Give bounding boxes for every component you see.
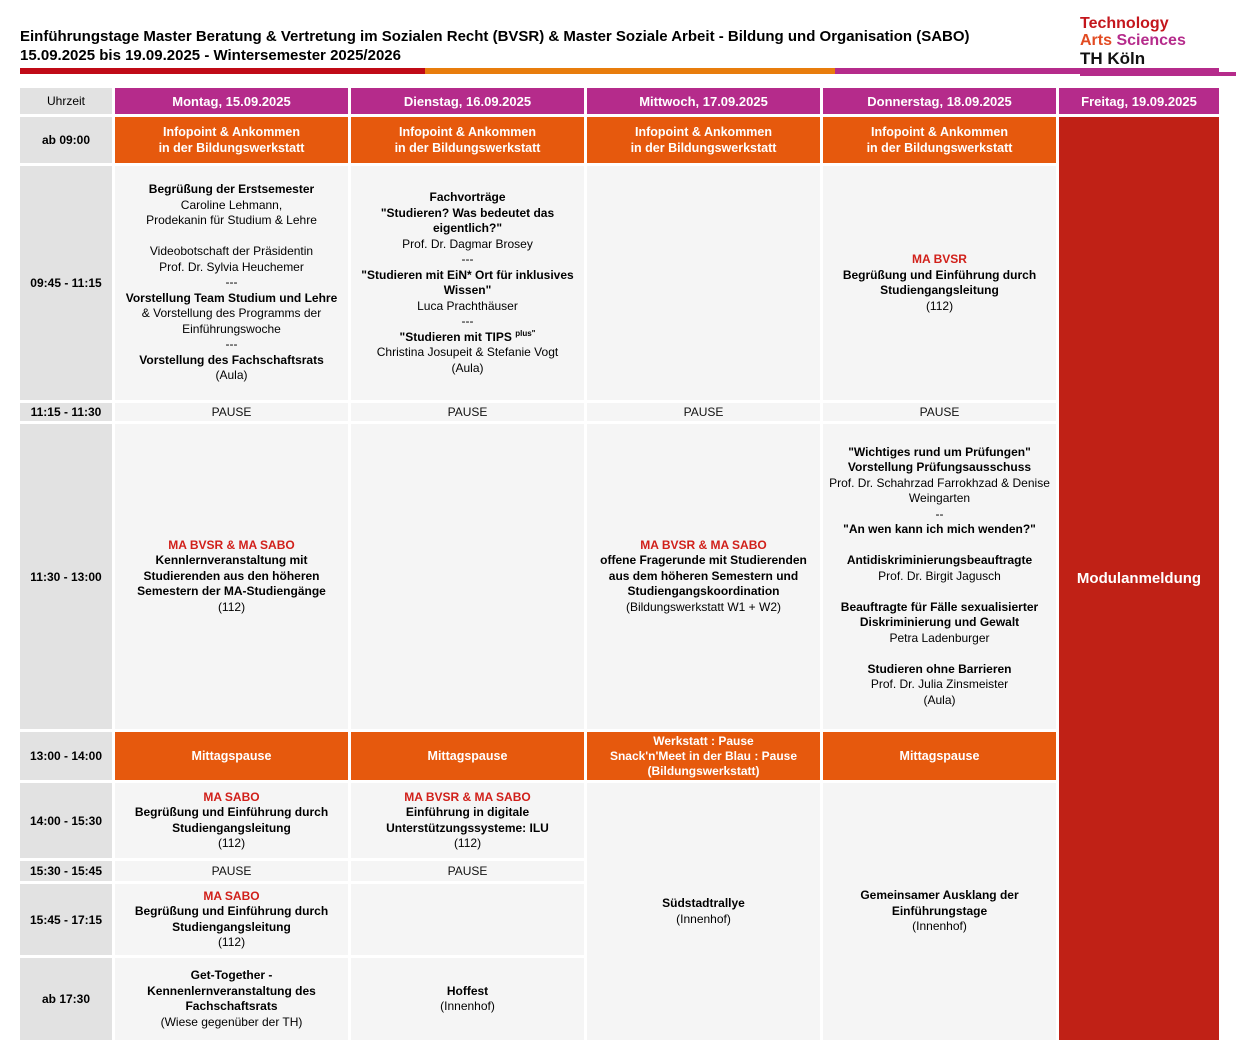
cell-text-line: Südstadtrallye (662, 896, 745, 910)
cell-text-line: Prof. Dr. Sylvia Heuchemer (159, 259, 304, 274)
cell-text-line: "Studieren? Was bedeutet das eigentlich?" (380, 205, 555, 235)
day-header-4: Freitag, 19.09.2025 (1059, 88, 1219, 114)
thu-0945-ma-bvsr (823, 166, 1056, 400)
wed-1130-fragerunde (587, 424, 820, 729)
separator-segment-orange (425, 68, 835, 74)
cell-text-line: --- (225, 337, 238, 352)
cell-text-line: (112) (217, 599, 246, 614)
day-header-0: Montag, 15.09.2025 (115, 88, 348, 114)
tue-1545-empty (351, 884, 584, 955)
cell-text-line: Mittagspause (427, 749, 508, 763)
cell-text-line: MA BVSR & MA SABO (640, 537, 767, 552)
cell-text-line: Prodekanin für Studium & Lehre (146, 213, 317, 228)
wed-0945-empty (587, 166, 820, 400)
cell-text-line: MA BVSR (912, 252, 967, 266)
mon-1300-mittagspause (115, 732, 348, 780)
cell-text-line: (112) (217, 935, 246, 949)
cell-text-line: Caroline Lehmann, (180, 197, 283, 212)
cell-text-line: MA SABO (203, 888, 260, 903)
cell-text-line: "Studieren mit EiN* Ort für inklusives Wissen" (361, 267, 574, 297)
cell-text-line: (Innenhof) (440, 999, 495, 1013)
cell-text-line: Vorstellung Team Studium und Lehre (125, 290, 338, 305)
cell-text-line: Vorstellung Prüfungsausschuss (847, 460, 1032, 475)
cell-text-line: Snack'n'Meet in der Blau : Pause (609, 748, 798, 763)
cell-text-line: Kennlernveranstaltung mit Studierenden aus den höheren Semestern der MA-Studiengänge (137, 553, 326, 599)
cell-text-line: (112) (925, 298, 954, 313)
cell-text-line: Begrüßung und Einführung durch Studiengangsleitung (842, 267, 1037, 297)
cell-text-line: Begrüßung und Einführung durch Studiengangsleitung (134, 904, 329, 934)
mon-1115-pause: PAUSE (115, 403, 348, 421)
cell-text-line: Christina Josupeit & Stefanie Vogt (376, 345, 559, 359)
cell-text-line: --- (461, 314, 474, 328)
mon-0900-infopoint (115, 117, 348, 163)
cell-text-line: Prof. Dr. Dagmar Brosey (402, 236, 533, 251)
tue-0945-fachvortraege (351, 166, 584, 400)
cell-text-line: in der Bildungswerkstatt (394, 141, 541, 155)
cell-text-line: Mittagspause (191, 749, 272, 763)
cell-text-line: Beauftragte für Fälle sexualisierter Diskriminierung und Gewalt (840, 599, 1039, 630)
mon-1130-kennlern (115, 424, 348, 729)
tue-1300-mittagspause (351, 732, 584, 780)
cell-text-line: --- (225, 275, 238, 290)
cell-text-line: Modulanmeldung (1076, 570, 1202, 587)
superscript-text: plus" (515, 328, 536, 338)
separator-segment-magenta (835, 68, 1219, 74)
cell-text-line: "Wichtiges rund um Prüfungen" (848, 444, 1031, 459)
cell-text-line: in der Bildungswerkstatt (630, 141, 777, 155)
cell-text-line: Begrüßung und Einführung durch Studiengangsleitung (134, 805, 329, 835)
cell-text-line: (Aula) (215, 368, 248, 383)
thu-1115-pause: PAUSE (823, 403, 1056, 421)
cell-text-line: Infopoint & Ankommen (162, 125, 301, 139)
thu-1130-pruefungen (823, 424, 1056, 729)
cell-text-line: --- (461, 252, 474, 266)
logo-arts-sciences: Arts Sciences (1080, 32, 1186, 49)
cell-text-line: Infopoint & Ankommen (634, 125, 773, 139)
mon-1730-get-together (115, 958, 348, 1040)
cell-text-line: Gemeinsamer Ausklang der Einführungstage (860, 888, 1019, 918)
th-koeln-logo (1080, 15, 1236, 76)
time-row-5: 14:00 - 15:30 (20, 783, 112, 858)
cell-text-line: in der Bildungswerkstatt (158, 141, 305, 155)
tue-1730-hoffest (351, 958, 584, 1040)
cell-text-line: Begrüßung der Erstsemester (148, 182, 315, 197)
cell-text-line: Infopoint & Ankommen (870, 125, 1009, 139)
cell-text-line: MA SABO (203, 789, 260, 804)
tue-1115-pause: PAUSE (351, 403, 584, 421)
thu-1300-mittagspause (823, 732, 1056, 780)
mon-1545-ma-sabo (115, 884, 348, 955)
cell-text-line: Mittagspause (899, 749, 980, 763)
cell-text-line: (112) (217, 836, 246, 850)
cell-text-line: Videobotschaft der Präsidentin (149, 244, 314, 259)
cell-text-line: Prof. Dr. Schahrzad Farrokhzad & Denise Weingarten (829, 475, 1050, 506)
cell-text-line: -- (935, 506, 944, 521)
time-row-4: 13:00 - 14:00 (20, 732, 112, 780)
day-header-1: Dienstag, 16.09.2025 (351, 88, 584, 114)
time-row-6: 15:30 - 15:45 (20, 861, 112, 881)
wed-1115-pause: PAUSE (587, 403, 820, 421)
mon-1400-ma-sabo (115, 783, 348, 858)
cell-text-line: offene Fragerunde mit Studierenden aus dem höheren Semestern und Studiengangskoordination (600, 553, 807, 599)
tue-0900-infopoint (351, 117, 584, 163)
cell-text-line: (Bildungswerkstatt W1 + W2) (625, 599, 782, 614)
tue-1530-pause: PAUSE (351, 861, 584, 881)
cell-text-line: (Wiese gegenüber der TH) (160, 1014, 303, 1029)
day-header-2: Mittwoch, 17.09.2025 (587, 88, 820, 114)
cell-text-line (400, 330, 536, 346)
cell-text-line: (Innenhof) (912, 919, 967, 934)
cell-text-line: Prof. Dr. Julia Zinsmeister (870, 677, 1009, 692)
cell-text-line: (Aula) (451, 360, 484, 375)
cell-text-line: Vorstellung des Fachschaftsrats (139, 352, 324, 367)
cell-text-line: Antidiskriminierungsbeauftragte (846, 553, 1033, 568)
cell-text-line: (Bildungswerkstatt) (647, 763, 760, 778)
cell-text-line: Werkstatt : Pause (653, 733, 754, 748)
schedule-table (20, 88, 1219, 1040)
tue-1130-empty (351, 424, 584, 729)
cell-text-line: Luca Prachthäuser (417, 298, 518, 313)
page-subtitle: 15.09.2025 bis 19.09.2025 - Wintersemester 2025/2026 (20, 47, 401, 64)
cell-text-line: Petra Ladenburger (889, 630, 990, 645)
mon-0945-begruessung (115, 166, 348, 400)
cell-text-line: Prof. Dr. Birgit Jagusch (878, 568, 1001, 583)
cell-text-line: Infopoint & Ankommen (398, 125, 537, 139)
day-header-3: Donnerstag, 18.09.2025 (823, 88, 1056, 114)
time-row-7: 15:45 - 17:15 (20, 884, 112, 955)
wed-0900-infopoint (587, 117, 820, 163)
wed-1300-werkstatt-pause (587, 732, 820, 780)
cell-text-line: & Vorstellung des Programms der Einführungswoche (141, 306, 322, 336)
cell-text-line: Fachvorträge (429, 190, 506, 204)
logo-technology: Technology (1080, 15, 1169, 32)
time-row-1: 09:45 - 11:15 (20, 166, 112, 400)
cell-text-line: MA BVSR & MA SABO (404, 789, 531, 804)
cell-text-line: "An wen kann ich mich wenden?" (843, 522, 1036, 537)
cell-text-line: MA BVSR & MA SABO (168, 537, 295, 552)
cell-text-line: (112) (453, 836, 482, 850)
cell-text-line: in der Bildungswerkstatt (866, 141, 1013, 155)
logo-th-koeln: TH Köln (1080, 49, 1146, 68)
wed-suedstadtrallye (587, 783, 820, 1040)
time-row-3: 11:30 - 13:00 (20, 424, 112, 729)
cell-text-line: (Innenhof) (676, 911, 731, 926)
header-separator-bar (20, 68, 1219, 74)
time-row-2: 11:15 - 11:30 (20, 403, 112, 421)
time-column-header: Uhrzeit (20, 88, 112, 114)
page-title-block (20, 27, 1020, 65)
tue-1400-ilu (351, 783, 584, 858)
page-title: Einführungstage Master Beratung & Vertretung im Sozialen Recht (BVSR) & Master Soziale Arbeit - Bildung und Organisation (SABO) (20, 28, 970, 45)
time-row-0: ab 09:00 (20, 117, 112, 163)
fri-modulanmeldung (1059, 117, 1219, 1040)
cell-text-line: (Aula) (923, 692, 956, 707)
cell-text-line: Studieren ohne Barrieren (867, 661, 1012, 676)
time-row-8: ab 17:30 (20, 958, 112, 1040)
cell-text-line: Get-Together - Kennenlernveranstaltung des Fachschaftsrats (147, 968, 316, 1013)
thu-0900-infopoint (823, 117, 1056, 163)
thu-ausklang (823, 783, 1056, 1040)
cell-text-line: Hoffest (446, 983, 489, 998)
separator-segment-red (20, 68, 425, 74)
mon-1530-pause: PAUSE (115, 861, 348, 881)
text-segment: "Studieren mit TIPS (399, 329, 516, 344)
cell-text-line: Einführung in digitale Unterstützungssysteme: ILU (386, 805, 549, 835)
